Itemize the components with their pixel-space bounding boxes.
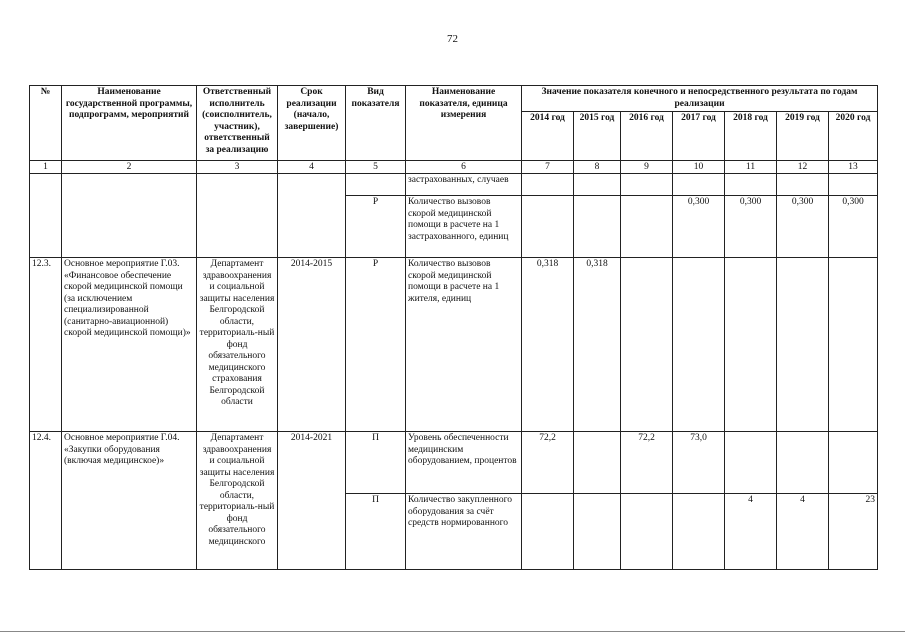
page-bottom-edge [0,631,905,632]
responsible-executor: Департамент здравоохранения и социальной защиты населения Белгородской области, территориаль-ный фонд обязательного медицинского [197,432,278,570]
value-2018: 4 [725,494,777,570]
column-index: 12 [777,161,829,174]
indicator-type: Р [346,258,406,432]
value-2017: 0,300 [673,196,725,258]
column-index: 5 [346,161,406,174]
header-year-2016: 2016 год [621,112,673,161]
row-number: 12.3. [30,258,62,432]
header-values: Значение показателя конечного и непосредственного результата по годам реализации [522,86,878,112]
activity-name: Основное мероприятие Г.03. «Финансовое обеспечение скорой медицинской помощи (за исключением специализированной (санитарно-авиационной) скорой медицинской помощи)» [62,258,197,432]
indicator-name: Количество вызовов скорой медицинской помощи в расчете на 1 жителя, единиц [406,258,522,432]
page-number: 72 [447,33,458,45]
responsible-executor: Департамент здравоохранения и социальной защиты населения Белгородской области, территориаль-ный фонд обязательного медицинского страхования Белгородской области [197,258,278,432]
header-year-2017: 2017 год [673,112,725,161]
indicator-type: П [346,494,406,570]
indicator-name: Уровень обеспеченности медицинским оборудованием, процентов [406,432,522,494]
indicators-table [29,85,878,570]
header-year-2019: 2019 год [777,112,829,161]
column-index-row [30,161,878,174]
indicator-name: Количество вызовов скорой медицинской помощи в расчете на 1 застрахованного, единиц [406,196,522,258]
value-2018: 0,300 [725,196,777,258]
column-index: 8 [574,161,621,174]
column-index: 2 [62,161,197,174]
implementation-term: 2014-2021 [278,432,346,570]
column-index: 11 [725,161,777,174]
table-row [30,432,878,494]
value-2019: 4 [777,494,829,570]
value-2017: 73,0 [673,432,725,494]
column-index: 13 [829,161,878,174]
column-index: 10 [673,161,725,174]
indicator-name: Количество закупленного оборудования за счёт средств нормированного [406,494,522,570]
row-number: 12.4. [30,432,62,570]
indicator-type: П [346,432,406,494]
value-2020: 0,300 [829,196,878,258]
value-2014: 72,2 [522,432,574,494]
header-num: № [30,86,62,161]
activity-name: Основное мероприятие Г.04. «Закупки оборудования (включая медицинское)» [62,432,197,570]
column-index: 3 [197,161,278,174]
column-index: 6 [406,161,522,174]
header-indicator-name: Наименование показателя, единица измерения [406,86,522,161]
header-name: Наименование государственной программы, подпрограмм, мероприятий [62,86,197,161]
header-indicator-type: Вид показателя [346,86,406,161]
implementation-term: 2014-2015 [278,258,346,432]
header-year-2018: 2018 год [725,112,777,161]
value-2020: 23 [829,494,878,570]
header-term: Срок реализации (начало, завершение) [278,86,346,161]
indicator-type: Р [346,196,406,258]
indicator-name: застрахованных, случаев [406,174,522,196]
column-index: 1 [30,161,62,174]
value-2019: 0,300 [777,196,829,258]
table-row [30,258,878,432]
column-index: 9 [621,161,673,174]
header-year-2015: 2015 год [574,112,621,161]
value-2016: 72,2 [621,432,673,494]
header-year-2020: 2020 год [829,112,878,161]
header-responsible: Ответственный исполнитель (соисполнитель, участник), ответственный за реализацию [197,86,278,161]
header-year-2014: 2014 год [522,112,574,161]
value-2015: 0,318 [574,258,621,432]
column-index: 4 [278,161,346,174]
value-2014: 0,318 [522,258,574,432]
column-index: 7 [522,161,574,174]
table-row [30,174,878,196]
